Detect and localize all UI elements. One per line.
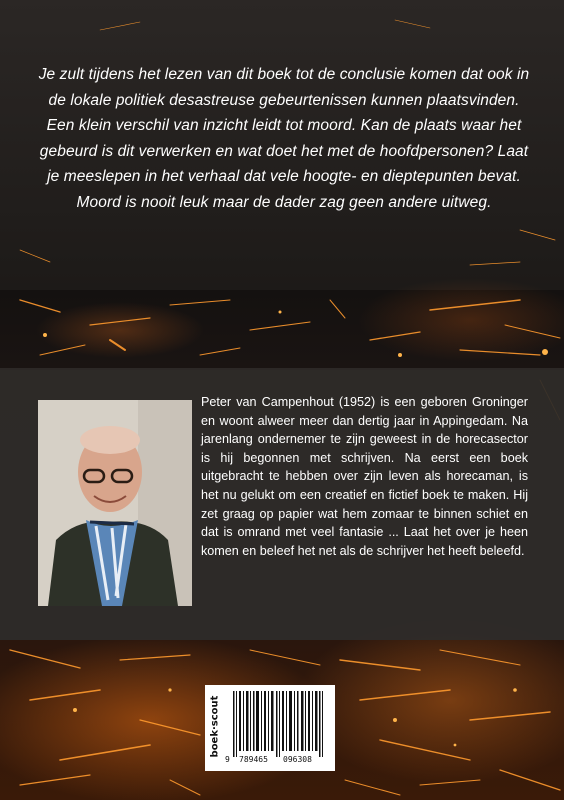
barcode-digits-right: 096308 [283,755,312,764]
barcode-lead-digit: 9 [225,755,230,764]
publisher-logo-text: boek·scout [209,695,221,758]
author-photo [38,400,192,606]
back-cover-blurb: Je zult tijdens het lezen van dit boek tot de conclusie komen dat ook in de lokale politiek desastreuse gebeurtenissen kunnen plaatsvinden. Een klein verschil van inzicht leidt tot moord. Kan de plaats waar het gebeurd is dit verwerken en wat doet het met de hoofdpersonen? Laat je meeslepen in het verhaal dat vele hoogte- en dieptepunten bevat. Moord is nooit leuk maar de dader zag geen andere uitweg. [38,66,530,211]
barcode-digits-left: 789465 [239,755,268,764]
sparks-band [0,290,564,368]
publisher-logo [205,685,225,771]
author-bio: Peter van Campenhout (1952) is een geboren Groninger en woont alweer meer dan dertig jaar in Appingedam. Na jarenlang ondernemer te zijn geweest in de horecasector is hij begonnen met schrijven. Na eerst een boek uitgebracht te hebben over zijn leven als horecaman, is het nu gelukt om een creatief en fictief boek te maken. Hij zet graag op papier wat hem zomaar te binnen schiet en dat is omrand met veel fantasie ... Laat het over je heen komen en beleef het net als de schrijver het heeft beleefd. [201,395,528,558]
